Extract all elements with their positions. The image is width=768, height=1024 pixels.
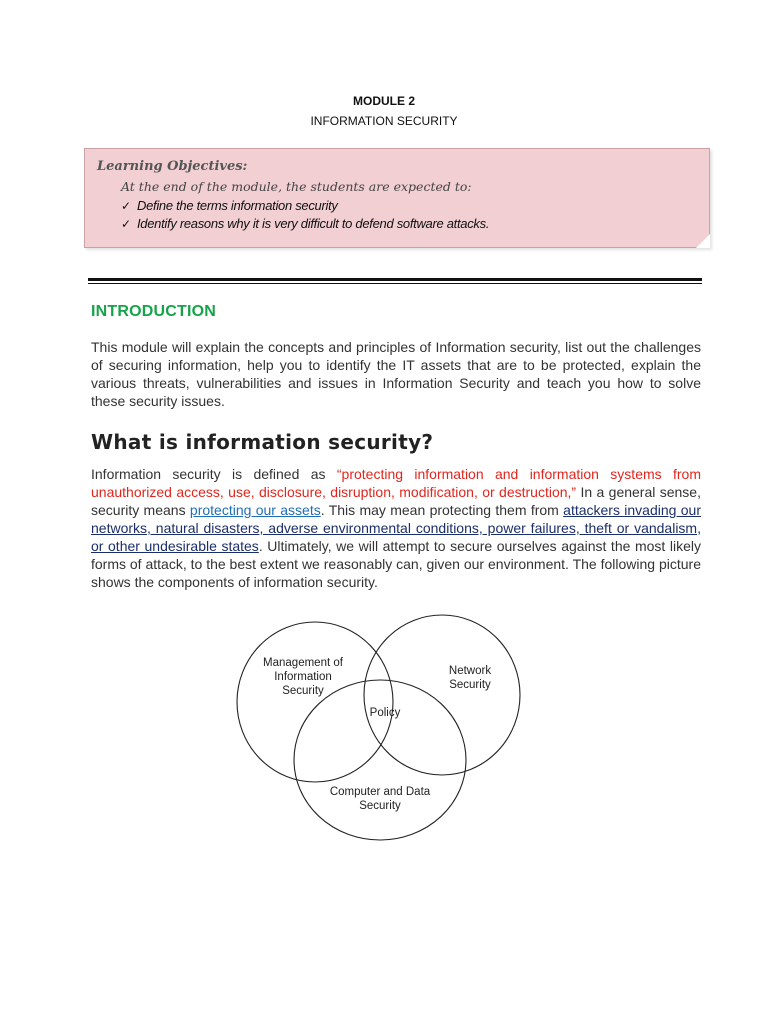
objectives-heading: Learning Objectives: (97, 159, 248, 174)
objective-text: Identify reasons why it is very difficult to defend software attacks. (137, 216, 490, 231)
objective-text: Define the terms information security (137, 198, 338, 213)
label-computer-data: Computer and Data Security (329, 786, 431, 812)
checkmark-icon: ✓ (121, 217, 131, 231)
section-heading: What is information security? (91, 430, 434, 454)
circle-network (364, 615, 520, 775)
definition-text: In a general sense, security means (91, 484, 701, 518)
learning-objectives-box (84, 148, 710, 248)
circle-management (237, 622, 393, 782)
definition-text: . This may mean protecting them from (320, 502, 564, 518)
module-number: MODULE 2 (352, 94, 415, 108)
definition-paragraph (91, 465, 701, 591)
introduction-paragraph: This module will explain the concepts and principles of Information security, list out the challenges of securing information, help you to identify the IT assets that are to be protected, explain the various threats, vulnerabilities and issues in Information Security and teach you how to solve these security issues. (91, 339, 701, 409)
label-policy: Policy (369, 707, 401, 719)
section-divider-thin (88, 283, 702, 284)
label-network: Network Security (448, 665, 492, 691)
label-management: Management of Information Security (263, 657, 343, 697)
circle-computer-data (294, 680, 466, 840)
objectives-intro: At the end of the module, the students are expected to: (121, 179, 472, 194)
page-curl-decoration (696, 234, 710, 248)
section-divider (88, 278, 702, 281)
venn-circles (230, 610, 530, 850)
objective-item (121, 215, 489, 233)
introduction-heading: INTRODUCTION (91, 303, 217, 320)
objective-item (121, 197, 489, 215)
definition-text: . Ultimately, we will attempt to secure ourselves against the most likely forms of attack, to the best extent we reasonably can, given our environment. The following picture shows the components of information security. (91, 538, 701, 590)
module-title: INFORMATION SECURITY (310, 114, 458, 128)
definition-quote: “protecting information and information systems from unauthorized access, use, disclosure, disruption, modification, or destruction,” (91, 466, 701, 500)
threats-link[interactable]: attackers invading our networks, natural disasters, adverse environmental conditions, power failures, theft or vandalism, or other undesirable states (91, 502, 701, 554)
protecting-assets-link[interactable]: protecting our assets (189, 502, 321, 518)
definition-text: Information security is defined as (91, 466, 337, 482)
venn-diagram (230, 610, 530, 850)
objectives-list (121, 197, 489, 233)
checkmark-icon: ✓ (121, 199, 131, 213)
